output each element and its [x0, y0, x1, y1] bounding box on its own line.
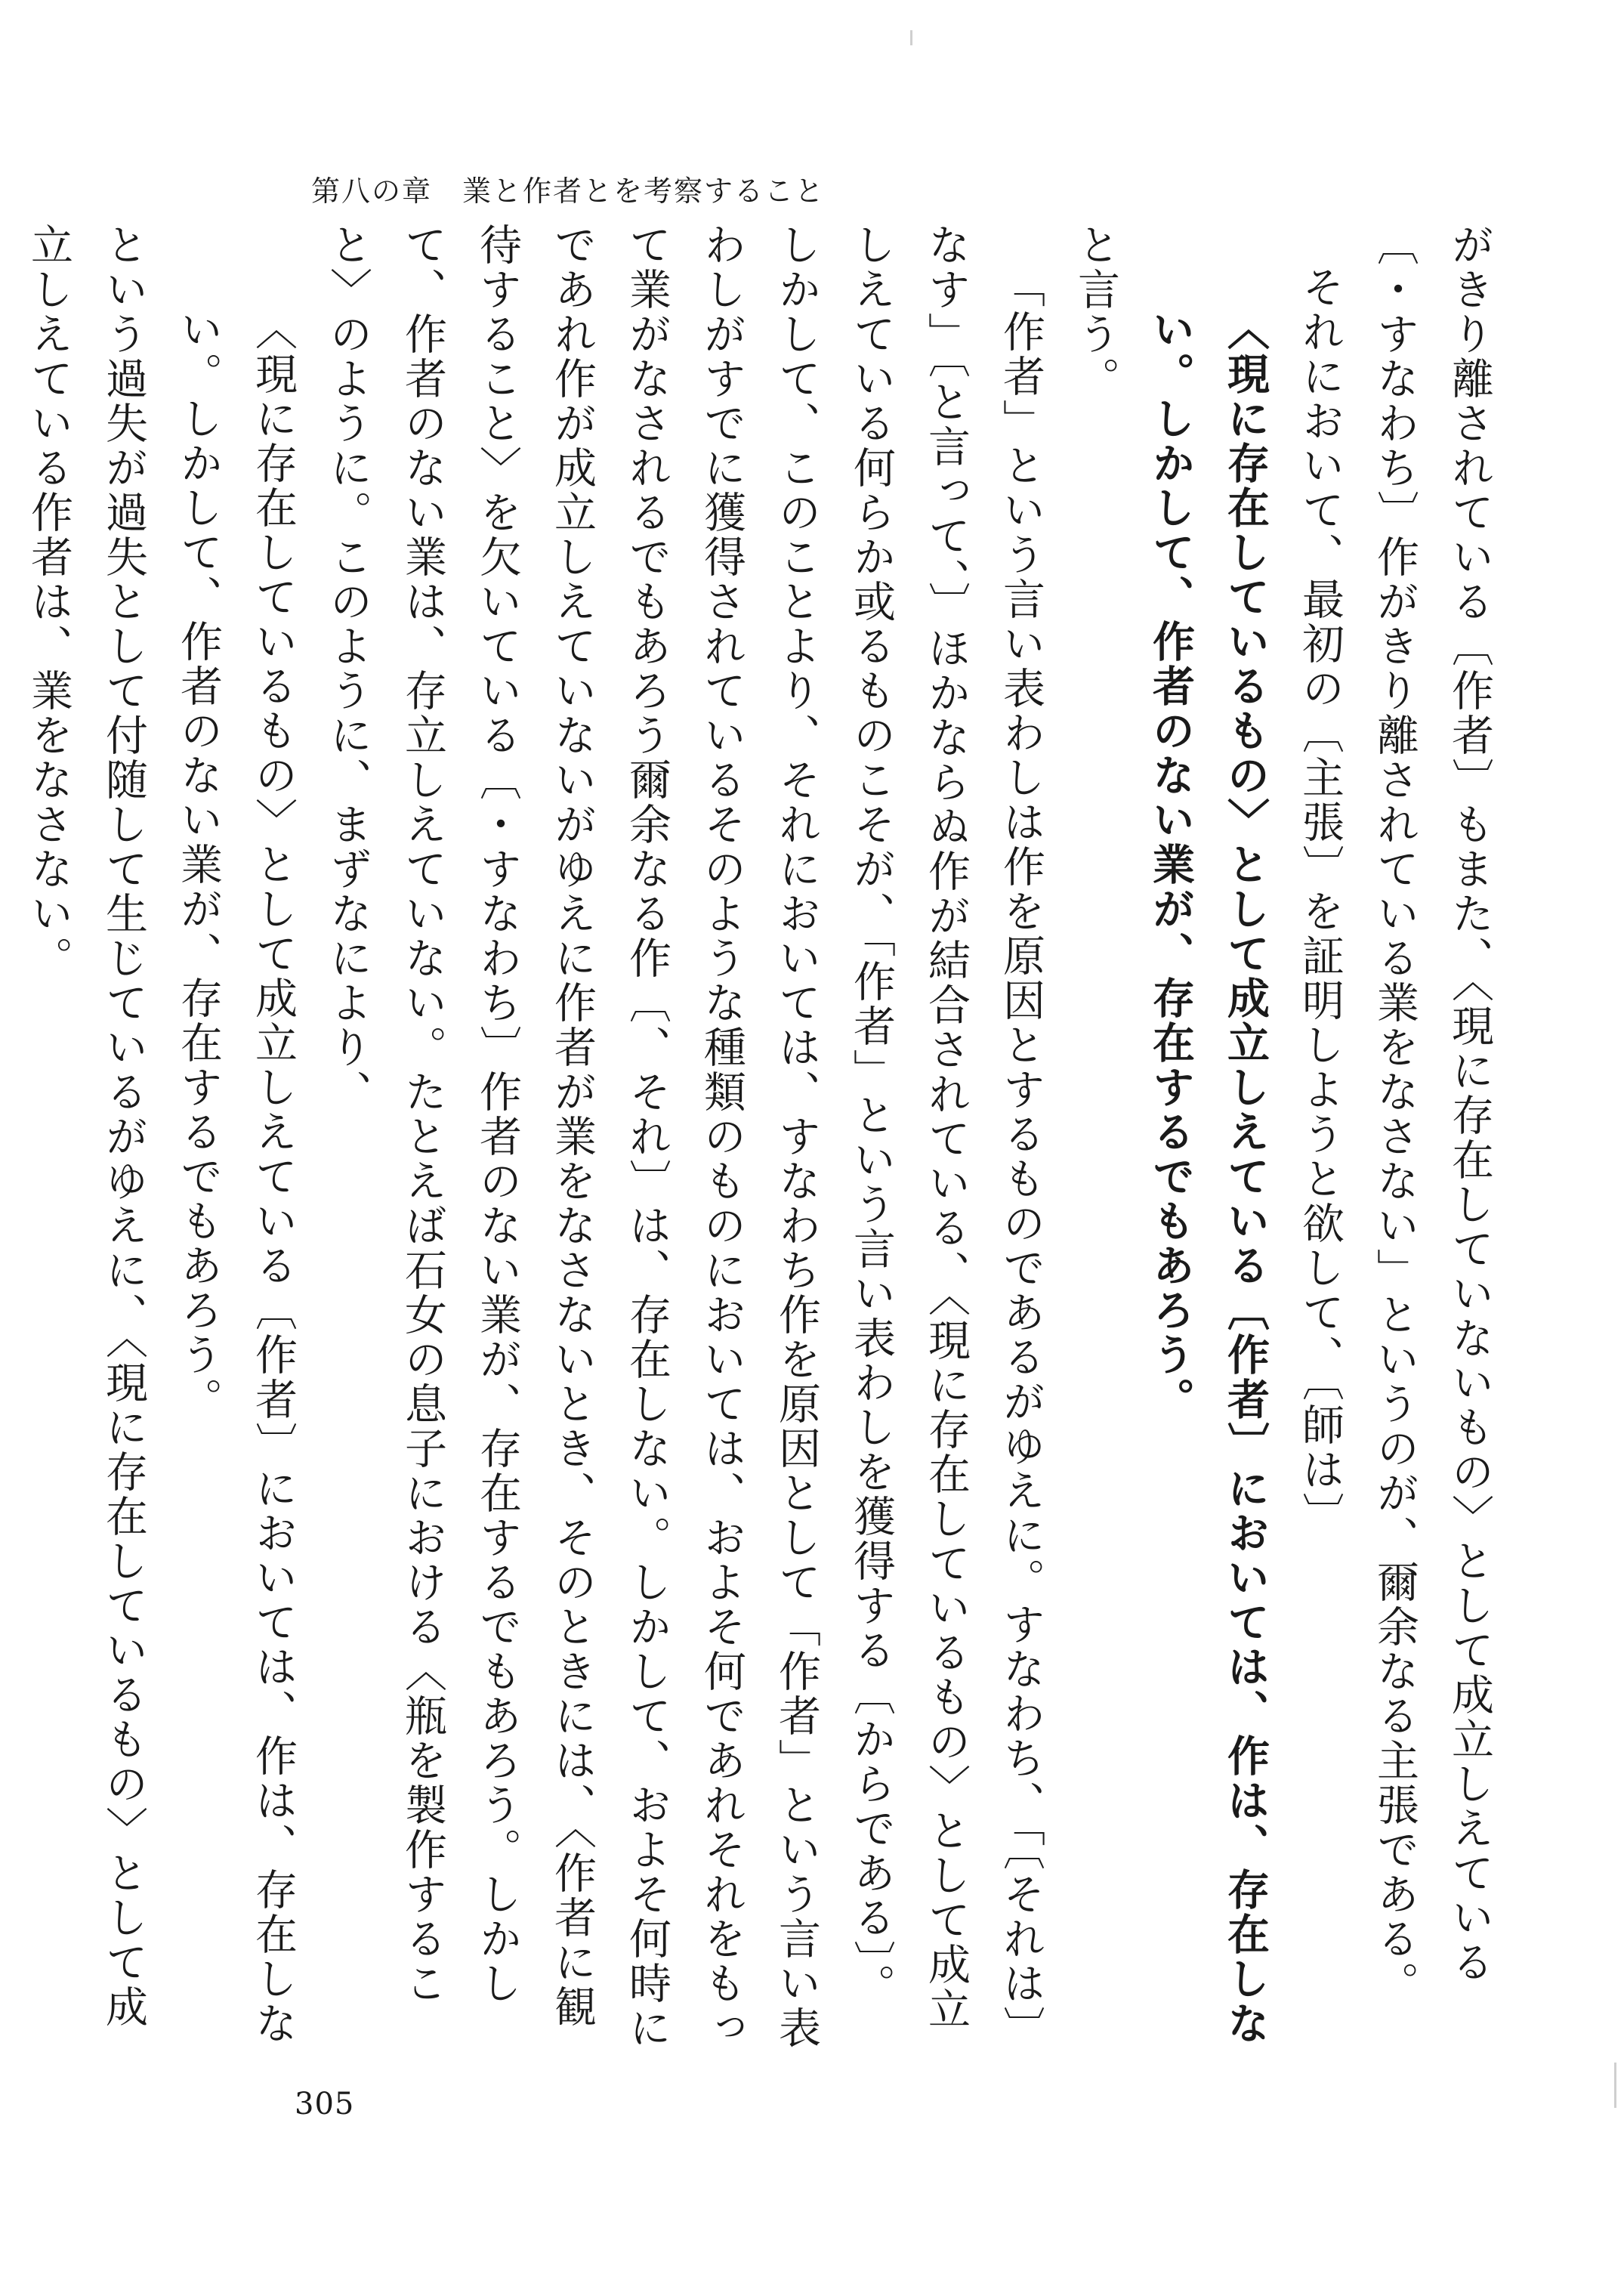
- scan-mark: [910, 30, 912, 45]
- main-text: [24, 223, 1507, 2051]
- scan-mark: [1614, 2063, 1616, 2108]
- verse-quote: 〈現に存在しているもの〉として成立しえている〔作者〕においては、作は、存在しない。しかして、作者のない業が、存在するでもあろう。: [174, 307, 298, 2046]
- page-number: 305: [295, 2087, 355, 2121]
- paragraph: と言う。: [1071, 223, 1120, 401]
- running-title: 第八の章 業と作者とを考察すること: [311, 175, 826, 208]
- paragraph: という過失が過失として付随して生じているがゆえに、〈現に存在しているもの〉として成立しえている作者は、業をなさない。: [24, 223, 148, 2029]
- paragraph: 「作者」という言い表わしは作を原因とするものであるがゆえに。すなわち、「〔それは〕なす」〔と言って、〕ほかならぬ作が結合されている、〈現に存在しているもの〉として成立しえている何らか或るものこそが、「作者」という言い表わしを獲得する〔からである〕。しかして、このことより、それにおいては、すなわち作を原因として「作者」という言い表わしがすでに獲得されているそのような種類のものにおいては、およそ何であれそれをもって業がなされるでもあろう爾余なる作〔、それ〕は、存在しない。しかして、およそ何時にであれ作が成立しえていないがゆえに作者が業をなさないとき、そのときには、〈作者に観待すること〉を欠いている〔・すなわち〕作者のない業が、存在するでもあろう。しかして、作者のない業は、存立しえていない。たとえば石女の息子における〈瓶を製作すること〉のように。このように、まずなにより、: [323, 223, 1045, 2050]
- verse-quote: 〈現に存在しているもの〉として成立しえている〔作者〕においては、作は、存在しない。しかして、作者のない業が、存在するでもあろう。: [1146, 307, 1270, 2046]
- paragraph: がきり離されている〔作者〕もまた、〈現に存在していないもの〉として成立しえている〔・すなわち〕作がきり離されている業をなさない」というのが、爾余なる主張である。: [1370, 223, 1494, 2006]
- paragraph: それにおいて、最初の〔主張〕を証明しようと欲して、〔師は〕: [1295, 265, 1345, 1537]
- paragraph: [0, 223, 11, 2051]
